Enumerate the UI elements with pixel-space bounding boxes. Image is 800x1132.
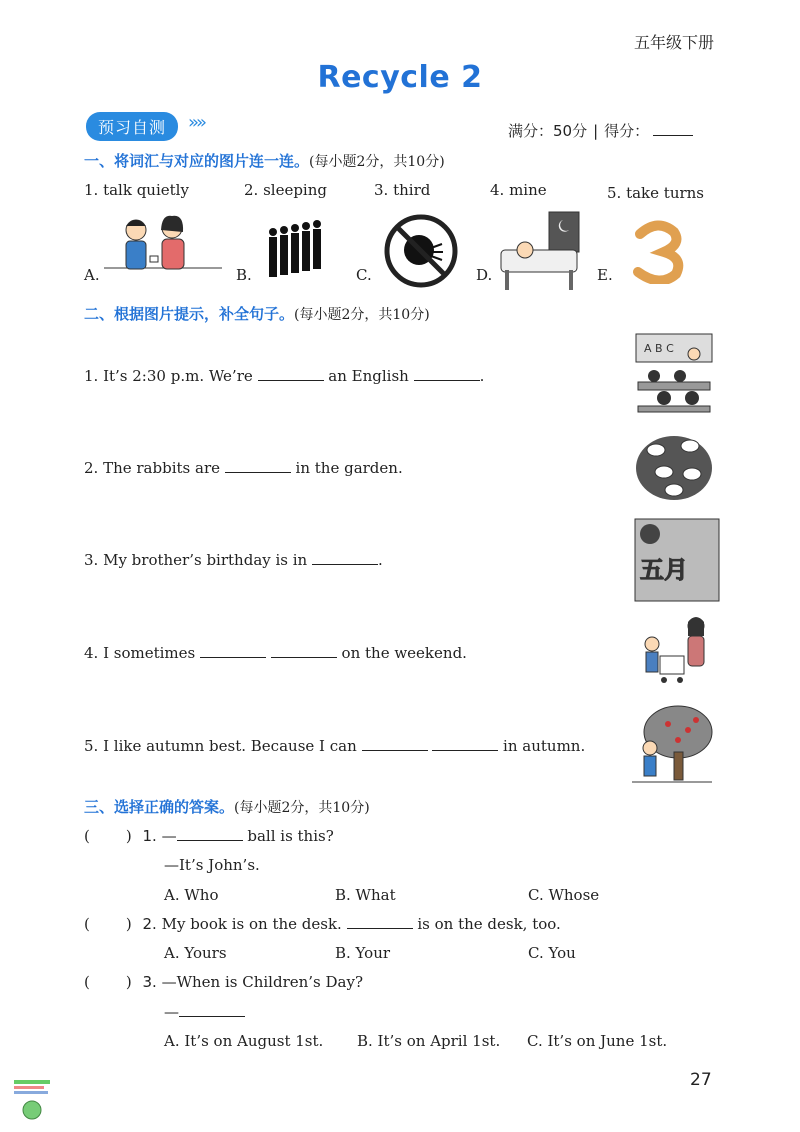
grade-label: 五年级下册 [633, 33, 714, 52]
option-b[interactable]: B. It’s on April 1st. [357, 1032, 501, 1050]
publisher-logo-icon [12, 1078, 52, 1126]
score-blank[interactable] [653, 135, 693, 136]
sentence-text: in autumn. [498, 737, 586, 755]
answer-paren-open: ( [84, 915, 90, 933]
two-children-picture [104, 210, 222, 282]
number-three-picture [630, 218, 688, 284]
option-c[interactable]: C. It’s on June 1st. [527, 1032, 668, 1050]
answer-blank[interactable] [312, 550, 378, 565]
picture-letter-d: D. [476, 266, 493, 284]
sentence-4 [84, 643, 467, 662]
answer-paren-close: ) [125, 915, 132, 933]
answer-blank[interactable] [179, 1002, 245, 1017]
option-b[interactable]: B. Your [335, 944, 391, 962]
section3-note: (每小题2分，共10分) [234, 800, 370, 816]
word-3: 3. third [374, 181, 431, 199]
answer-paren-open: ( [84, 827, 90, 845]
answer-blank[interactable] [258, 366, 324, 381]
answer-blank[interactable] [200, 643, 266, 658]
question-stem: — [161, 827, 177, 845]
sentence-text: . [479, 367, 485, 385]
preview-badge: 预习自测 [86, 112, 178, 141]
english-class-picture [634, 332, 714, 414]
picture-letter-a: A. [84, 266, 100, 284]
section3-title: 三、选择正确的答案。 [84, 798, 235, 816]
question-1 [84, 826, 334, 845]
question-stem: My book is on the desk. [161, 915, 347, 933]
rabbits-picture [634, 428, 714, 502]
section2-title: 二、根据图片提示，补全句子。 [84, 305, 295, 323]
score-box [508, 120, 693, 141]
answer-blank[interactable] [432, 736, 498, 751]
answer-blank[interactable] [177, 826, 243, 841]
section2-heading [84, 303, 430, 324]
answer-line: —It’s John’s. [164, 856, 260, 874]
sentence-text: . [378, 551, 383, 569]
option-c[interactable]: C. Whose [528, 886, 600, 904]
picture-letter-c: C. [356, 266, 372, 284]
sentence-text: 4. I sometimes [84, 644, 200, 662]
chevron-icon: »» [188, 112, 205, 133]
picture-letter-b: B. [236, 266, 252, 284]
answer-paren-close: ) [125, 827, 132, 845]
sentence-3 [84, 550, 383, 569]
option-a[interactable]: A. Yours [164, 944, 227, 962]
question-3 [84, 973, 363, 991]
question-number: 1. [142, 827, 157, 845]
question-2 [84, 914, 561, 933]
page-title: Recycle 2 [317, 60, 483, 95]
shopping-picture [638, 614, 714, 690]
calendar-month: 五月 [640, 556, 688, 584]
question-number: 2. [142, 915, 157, 933]
question-stem: is on the desk, too. [412, 915, 561, 933]
sentence-text: 3. My brother’s birthday is in [84, 551, 312, 569]
sentence-text: an English [323, 367, 414, 385]
sentence-text: 5. I like autumn best. Because I can [84, 737, 362, 755]
score-separator: | [593, 122, 599, 140]
word-1: 1. talk quietly [84, 181, 189, 199]
may-calendar-picture [634, 518, 720, 602]
answer-line [164, 1002, 245, 1021]
page-number: 27 [690, 1070, 712, 1090]
option-b[interactable]: B. What [335, 886, 396, 904]
section1-heading [84, 150, 445, 171]
sentence-2 [84, 458, 403, 477]
score-got-label: 得分： [604, 122, 650, 140]
section2-note: (每小题2分，共10分) [294, 307, 430, 323]
answer-dash: — [164, 1003, 179, 1021]
no-talking-sign-picture [384, 214, 458, 288]
word-4: 4. mine [490, 181, 547, 199]
answer-blank[interactable] [362, 736, 428, 751]
answer-blank[interactable] [271, 643, 337, 658]
option-a[interactable]: A. It’s on August 1st. [164, 1032, 324, 1050]
answer-paren-close: ) [125, 973, 132, 991]
board-letters: A B C [644, 342, 674, 355]
sentence-text: on the weekend. [336, 644, 467, 662]
section1-note: (每小题2分，共10分) [309, 154, 445, 170]
option-c[interactable]: C. You [528, 944, 576, 962]
question-stem: —When is Children’s Day? [161, 973, 364, 991]
answer-blank[interactable] [225, 458, 291, 473]
answer-blank[interactable] [414, 366, 480, 381]
question-stem: ball is this? [242, 827, 334, 845]
sentence-text: 2. The rabbits are [84, 459, 225, 477]
section1-title: 一、将词汇与对应的图片连一连。 [84, 152, 310, 170]
sentence-1 [84, 366, 484, 385]
full-score: 满分：50分 [508, 122, 588, 140]
answer-paren-open: ( [84, 973, 90, 991]
option-a[interactable]: A. Who [164, 886, 219, 904]
sleeping-child-picture [497, 210, 583, 292]
question-number: 3. [142, 973, 157, 991]
queue-picture [265, 220, 329, 282]
sentence-text: in the garden. [290, 459, 403, 477]
picture-letter-e: E. [597, 266, 613, 284]
sentence-text: 1. It’s 2:30 p.m. We’re [84, 367, 258, 385]
sentence-5 [84, 736, 585, 755]
section3-heading [84, 796, 370, 817]
apple-tree-picture [630, 704, 714, 786]
answer-blank[interactable] [347, 914, 413, 929]
word-2: 2. sleeping [244, 181, 327, 199]
word-5: 5. take turns [607, 184, 705, 202]
